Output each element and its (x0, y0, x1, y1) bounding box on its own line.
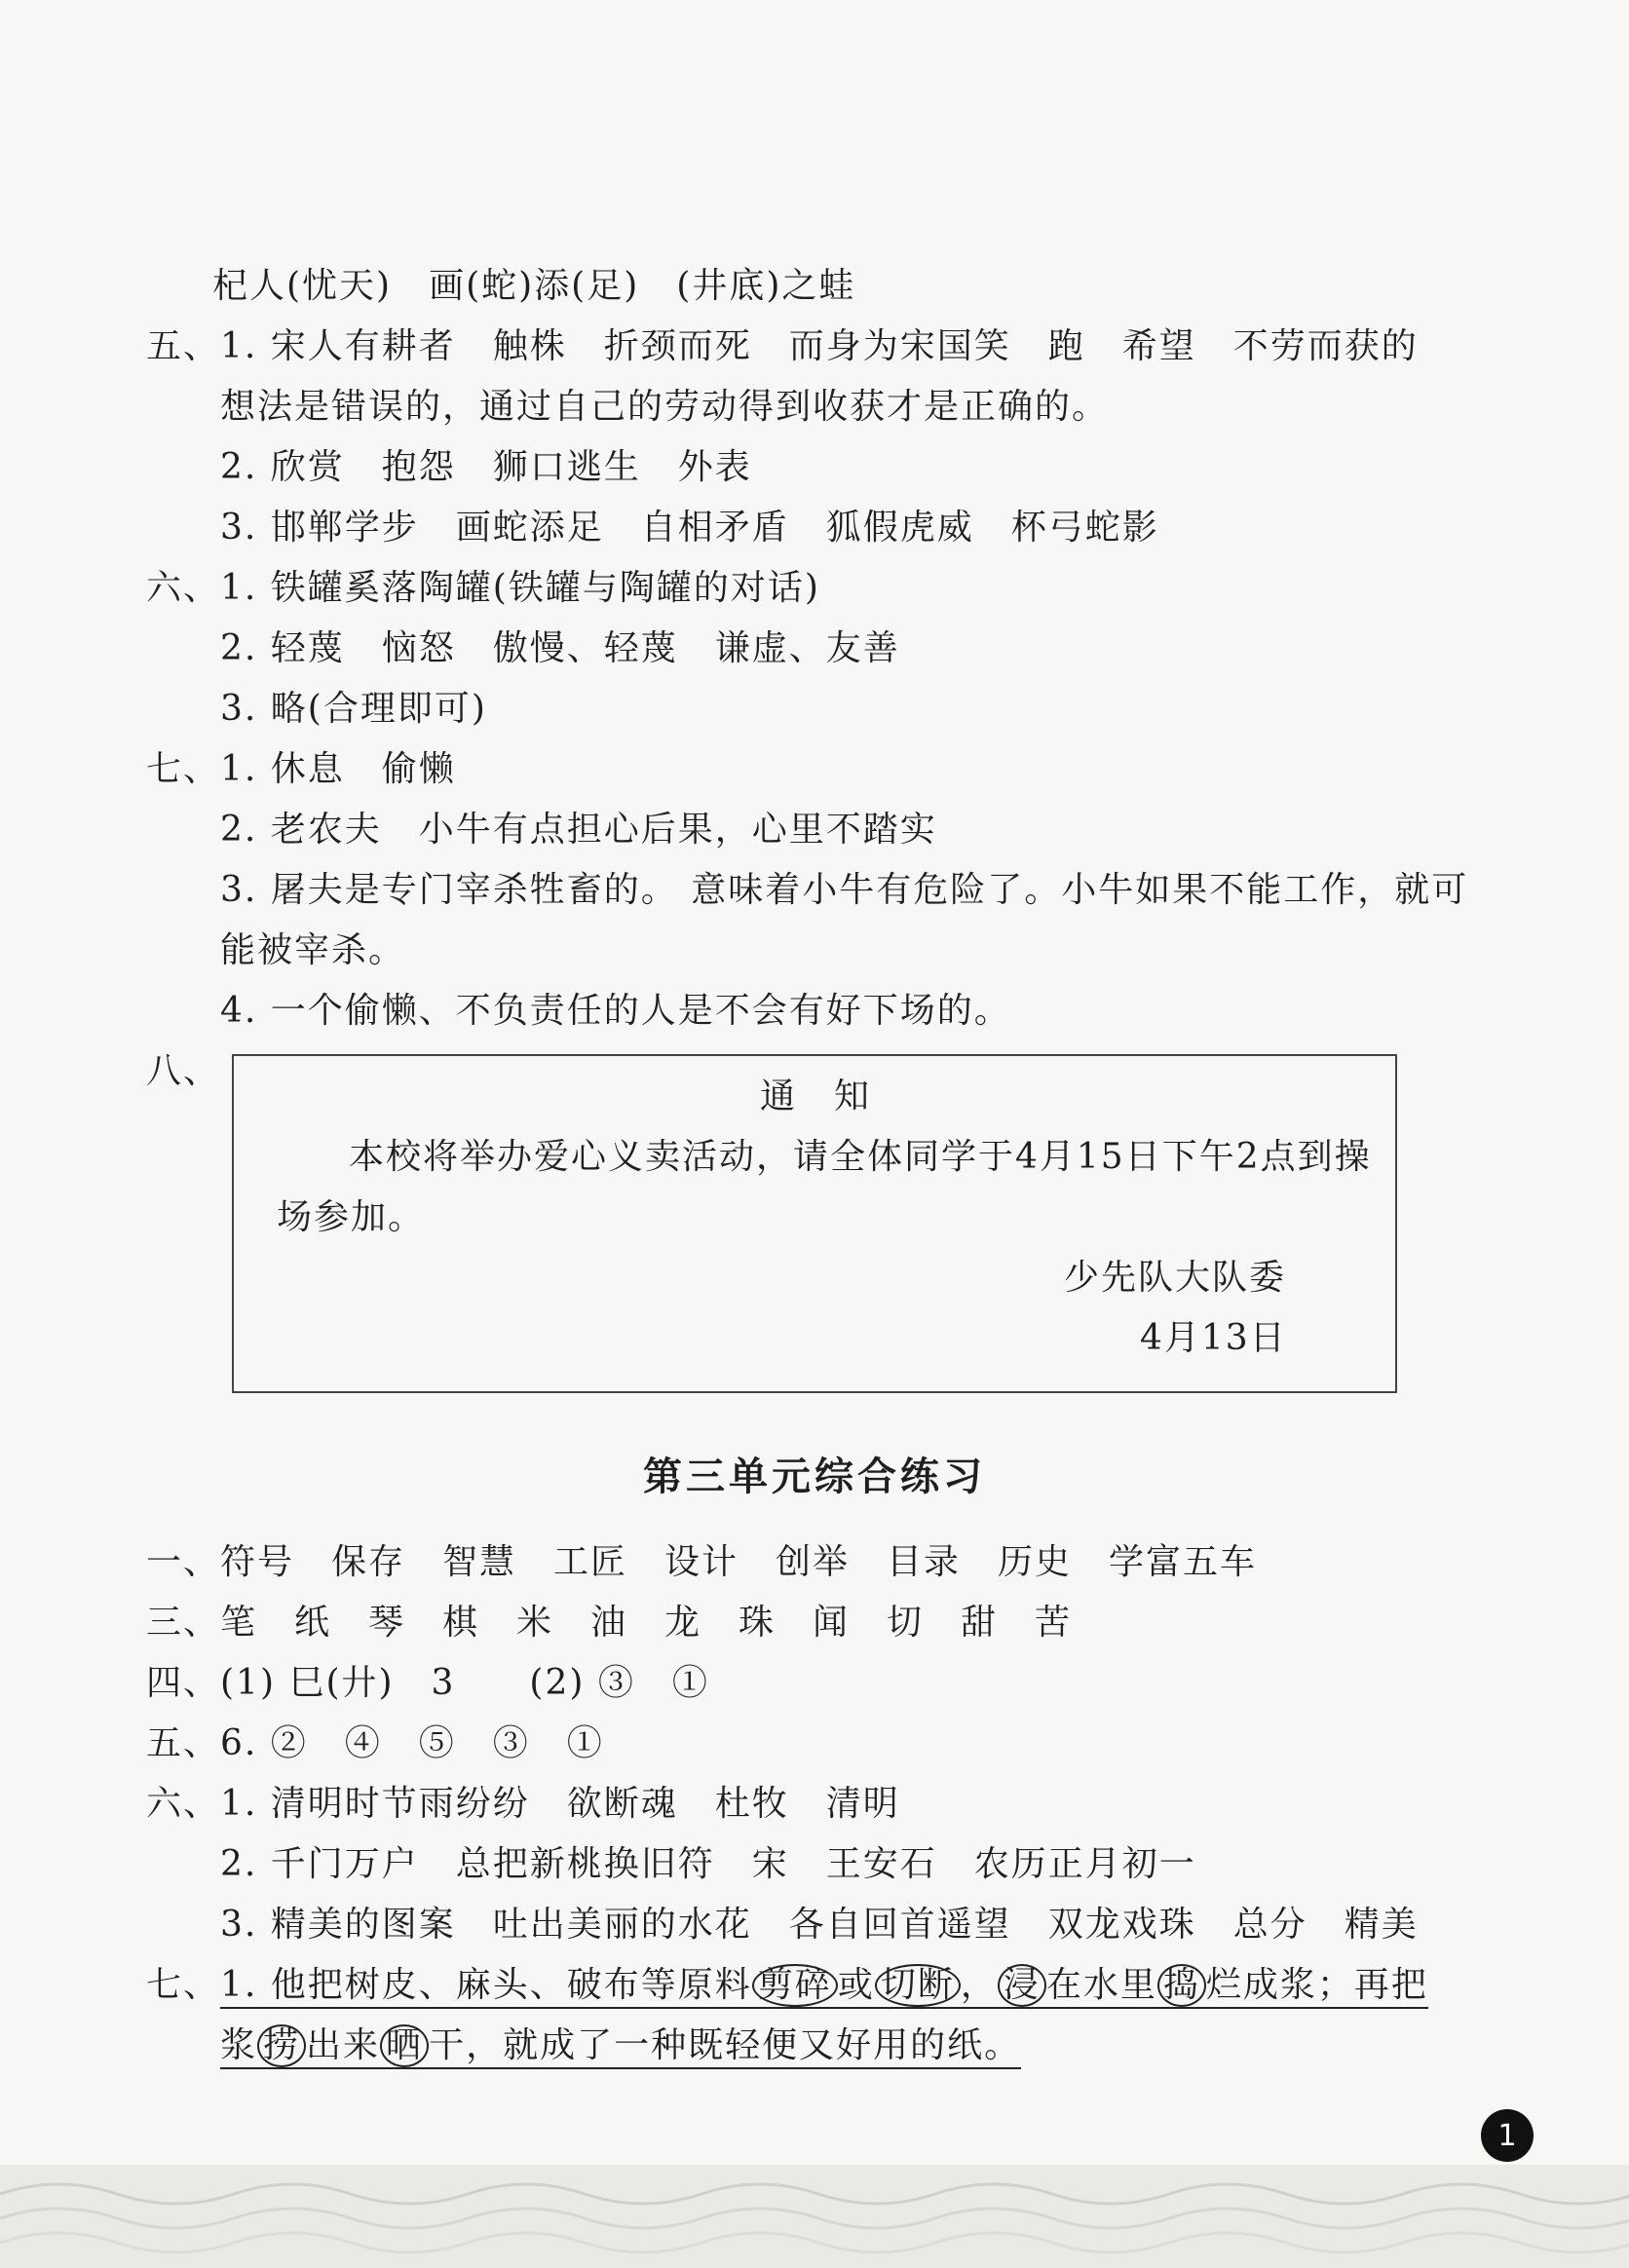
unit3-r1: 一、符号 保存 智慧 工匠 设计 创举 目录 历史 学富五车 (146, 1542, 1258, 1582)
s5-q1-line1: 1. 宋人有耕者 触株 折颈而死 而身为宋国笑 跑 希望 不劳而获的 (220, 326, 1419, 366)
r7-circled-word: 捣 (1157, 1964, 1206, 2007)
s7-q1: 1. 休息 偷懒 (220, 749, 456, 789)
s7-q2: 2. 老农夫 小牛有点担心后果，心里不踏实 (220, 810, 937, 850)
unit3-r6-q3: 3. 精美的图案 吐出美丽的水花 各自回首遥望 双龙戏珠 总分 精美 (220, 1905, 1419, 1945)
notice-body-line1: 本校将举办爱心义卖活动，请全体同学于4月15日下午2点到操 (349, 1137, 1372, 1177)
s6-q1: 1. 铁罐奚落陶罐(铁罐与陶罐的对话) (220, 568, 820, 608)
r7-circled-word: 晒 (380, 2024, 429, 2067)
unit3-r7-label: 七、 (146, 1965, 221, 2005)
unit3-r4: 四、(1) 巳(廾) 3 (2) ③ ① (146, 1663, 709, 1703)
line-top-idioms: 杞人(忧天) 画(蛇)添(足) (井底)之蛙 (212, 266, 856, 306)
r7-text: 出来 (306, 2025, 380, 2069)
r7-circled-word: 剪碎 (752, 1964, 838, 2007)
notice-signer: 少先队大队委 (1064, 1258, 1287, 1298)
s7-q4: 4. 一个偷懒、不负责任的人是不会有好下场的。 (220, 991, 1011, 1031)
r7-text: 1. 他把树皮、麻头、破布等原料 (220, 1965, 752, 2009)
notice-date: 4月13日 (1140, 1318, 1287, 1358)
unit3-r6-q2: 2. 千门万户 总把新桃换旧符 宋 王安石 农历正月初一 (220, 1844, 1196, 1884)
unit3-title: 第三单元综合练习 (643, 1455, 986, 1499)
unit3-r6-label: 六、 (146, 1784, 221, 1824)
s5-label: 五、 (146, 326, 221, 366)
s6-q3: 3. 略(合理即可) (220, 689, 487, 729)
s5-q3: 3. 邯郸学步 画蛇添足 自相矛盾 狐假虎威 杯弓蛇影 (220, 508, 1159, 548)
unit3-r3: 三、笔 纸 琴 棋 米 油 龙 珠 闻 切 甜 苦 (146, 1603, 1073, 1643)
unit3-r5: 五、6. ② ④ ⑤ ③ ① (146, 1723, 604, 1763)
r7-text: 干，就成了一种既轻便又好用的纸。 (429, 2025, 1021, 2069)
notice-body-line2: 场参加。 (277, 1197, 426, 1237)
s8-label: 八、 (146, 1051, 221, 1091)
r7-circled-word: 浸 (998, 1964, 1046, 2007)
s7-q3-line1: 3. 屠夫是专门宰杀牲畜的。 意味着小牛有危险了。小牛如果不能工作，就可 (220, 870, 1469, 910)
unit3-r7-line1 (220, 1964, 1428, 2007)
r7-text: 在水里 (1046, 1965, 1157, 2009)
r7-text: ， (961, 1965, 998, 2009)
unit3-r6-q1: 1. 清明时节雨纷纷 欲断魂 杜牧 清明 (220, 1784, 900, 1824)
s6-q2: 2. 轻蔑 恼怒 傲慢、轻蔑 谦虚、友善 (220, 628, 900, 668)
footer-wave-decoration (0, 2165, 1629, 2268)
s7-label: 七、 (146, 749, 221, 789)
s5-q2: 2. 欣赏 抱怨 狮口逃生 外表 (220, 447, 752, 487)
r7-text: 浆 (220, 2025, 257, 2069)
s7-q3-line2: 能被宰杀。 (220, 930, 406, 970)
notice-title: 通 知 (760, 1077, 872, 1116)
r7-circled-word: 切断 (875, 1964, 961, 2007)
s5-q1-line2: 想法是错误的，通过自己的劳动得到收获才是正确的。 (220, 387, 1110, 427)
unit3-r7-line2 (220, 2024, 1021, 2067)
notice-box (232, 1054, 1397, 1393)
page-number-badge (1481, 2109, 1534, 2162)
page-number: 1 (1497, 2118, 1517, 2153)
r7-text: 烂成浆；再把 (1206, 1965, 1428, 2009)
s6-label: 六、 (146, 568, 221, 608)
r7-text: 或 (838, 1965, 875, 2009)
r7-circled-word: 捞 (257, 2024, 306, 2067)
